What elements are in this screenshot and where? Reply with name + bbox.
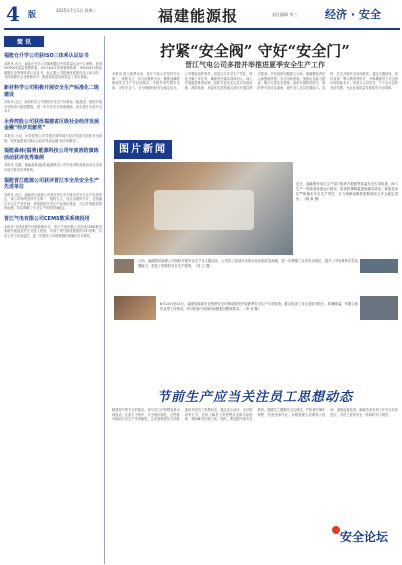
photo-caption: 日前，福能股份检修公司组织开展安全生产月主题活动，公司员工参加安全知识宣讲和应急演练，进一步增强了全员安全意识，提升了突发事件应急处置能力，营造了浓厚的安全生产氛围。（张 立 摄） (138, 259, 358, 268)
main-article-subtitle: 晋江气电公司多措并举推进夏季安全生产工作 (185, 61, 325, 69)
section2-title: 节前生产应当关注员工思想动态 (156, 390, 353, 405)
brief-title: 新材料学公司积极开展安全生产标准化二级建设 (4, 85, 100, 98)
section2-body (112, 408, 398, 508)
brief-body: 本报讯 近日，福能晋江能源公司获评晋江市年度全员安全生产先进单位，该公司始终坚持安全第一、预防为主、综合治理的方针，全面落实安全生产责任制，持续推进安全生产标准化建设，扎实开展隐患排查治理，切实保障了安全生产形势持续稳定。 (4, 192, 102, 211)
header-rule (4, 28, 400, 30)
brief-item (4, 85, 102, 114)
photo-thumbnail (114, 259, 134, 273)
page-number: 4 (6, 2, 20, 26)
brief-title: 永券控股公司获批福建省区级社会经济发展金融“经济贡献奖” (4, 118, 100, 132)
logo-icon (332, 526, 340, 534)
brief-news-column (4, 36, 102, 564)
safety-forum-logo: 安全论坛 (340, 530, 389, 544)
brief-item (4, 119, 102, 143)
article-text: 本报讯 进入夏季以来，晋江气电公司坚持安全第一、预防为主、综合治理的方针，聚焦迎峰度夏和安全生产月活动要求，多措并举拧紧安全阀、守好安全门，全力保障机组安全稳定运行。公司强化组织领导，层层压实安全生产责任，细化分解工作任务，确保责任落实到岗到人。深入开展隐患排查治理，组织专业技术人员对设备设施、消防系统、危险化学品等重点部位开展拉网式排查，对发现的问题建立台账，明确整改责任人和整改时限，实行闭环管理。加强应急能力建设，修订完善应急预案，组织开展防汛防台、消防等专项应急演练，提升员工应急处置能力。同时，扎实开展安全培训教育，通过专题讲座、知识竞赛、警示教育等形式，不断增强员工安全意识和技能水平，营造人人讲安全、个个会应急的良好氛围，为企业高质量发展筑牢安全屏障。 (112, 72, 398, 90)
brief-title: 晋江气电有限公司CEMS数采系统投用 (4, 216, 90, 223)
masthead: 福建能源报 (158, 7, 239, 25)
brief-news-label: 简 讯 (4, 36, 44, 47)
photo-thumbnail (114, 296, 156, 320)
main-article-title: 拧紧“安全阀” 守好“安全门” (160, 42, 350, 60)
brief-body: 本报讯 日前，永券控股公司凭借在服务地方经济发展方面的突出表现，荣获福建省区级社会经济发展金融“经济贡献奖”。 (4, 133, 102, 143)
column-divider (104, 36, 105, 564)
brief-body: 本报讯 近日，福能仓升学公司顺利通过中国质量认证中心审核，获得ISO9001质量管理体系、ISO14001环境管理体系、ISO45001职业健康安全管理体系认证证书，标志着公司管理体系建设迈上新台阶，为持续提升企业管理水平、推进高质量发展奠定了坚实基础。 (4, 61, 102, 80)
brief-title: 福能仓升学公司获ISO三体系认证证书 (4, 53, 89, 59)
brief-item (4, 178, 102, 212)
brief-body: 本报讯 为持续提升环保管理水平，晋江气电有限公司完成CEMS数采系统升级改造并正式投入使用，实现了烟气排放数据的实时采集、自动上传与在线监控，进一步提高了环保数据的准确性与可靠性。 (4, 224, 102, 238)
photo-caption: 近日，福能股份电力生产部门组织开展夏季高温安全专项检查，深入生产一线查看设备运行情况，检查防暑降温措施落实情况，督促各单位严格落实安全生产责任，全力保障迎峰度夏期间电力安全稳定供应。（姚 新 摄） (296, 182, 398, 201)
article-text: 随着春节等节日的临近，部分员工的思想容易出现波动，注意力不集中，安全意识弱化，这些都可能给安全生产带来隐患。企业管理者应当高度重视节前员工思想动态，通过谈心谈话、走访慰问等方式，及时了解员工的思想状况和实际困难，帮助解决后顾之忧。同时，要加强节前安全教育，提醒员工绷紧安全这根弦，严格遵守操作规程，杜绝违章作业。各级管理人员要深入现场，加强监督检查，确保节前各项工作安全有序进行，为员工营造安全、祥和的节日氛围。 (112, 408, 398, 422)
brief-title: 福能晋江能源公司获评晋江市全员安全生产先进单位 (4, 177, 100, 191)
brief-body: 本报讯 近日，新材料学公司围绕安全生产标准化二级建设，组织开展专项检查与隐患整改，进一步夯实安全管理基础，切实提升本质安全水平。 (4, 100, 102, 114)
photo-thumbnail (360, 259, 398, 273)
brief-item (4, 53, 102, 80)
page-header (0, 0, 402, 32)
editor-line: 责任编辑 李三 (272, 12, 298, 17)
page-label: 版 (28, 10, 36, 19)
main-article-body (112, 72, 398, 138)
issue-date: 2025年7月1日 星期二 (56, 8, 97, 13)
brief-item (4, 216, 102, 238)
photo-thumbnail (360, 296, 398, 320)
photo-inspection (114, 162, 293, 255)
photo-news-banner: 图片新闻 (114, 140, 172, 159)
photo-caption: 6月24日至25日，福建省能源石化集团安全环保部组织开展夏季安全生产专项检查，重点检查了各企业防汛防台、防暑降温、有限空间作业等工作情况，并对检查中发现的问题提出整改要求。（李 彦 摄） (160, 302, 358, 311)
section-title: 经济 · 安全 (325, 8, 381, 21)
brief-title: 福能森林(福清)能源科技公司年度消防演练活动获评优秀案例 (4, 148, 99, 161)
brief-body: 本报讯 近期，福能森林(福清)能源科技公司年度消防演练活动在全省评选中获评优秀案例。 (4, 163, 102, 172)
brief-item (4, 148, 102, 172)
